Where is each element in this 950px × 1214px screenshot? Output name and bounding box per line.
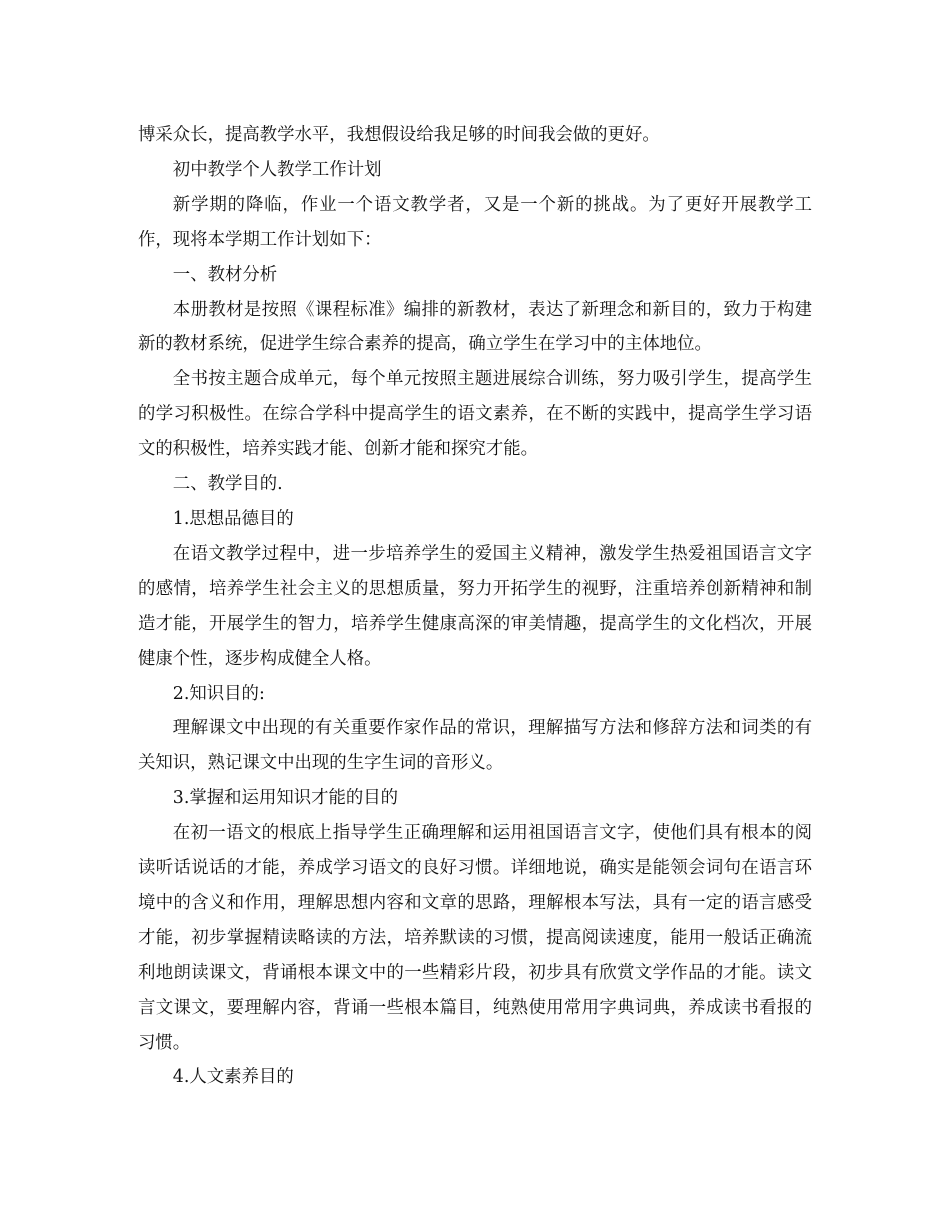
paragraph-closing-continuation: 博采众长，提高教学水平，我想假设给我足够的时间我会做的更好。 bbox=[138, 125, 660, 145]
paragraph-knowledge-goals: 理解课文中出现的有关重要作家作品的常识，理解描写方法和修辞方法和词类的有关知识，熟记课文中出现的生字生词的音形义。 bbox=[138, 718, 812, 774]
heading-humanities-goals: 4.人文素养目的 bbox=[172, 1067, 294, 1088]
heading-moral-goals: 1.思想品德目的 bbox=[172, 508, 294, 529]
paragraph-textbook-description: 本册教材是按照《课程标准》编排的新教材，表达了新理念和新目的，致力于构建新的教材系统，促进学生综合素养的提高，确立学生在学习中的主体地位。 bbox=[138, 299, 812, 355]
heading-knowledge-goals: 2.知识目的: bbox=[172, 683, 265, 704]
paragraph-textbook-units: 全书按主题合成单元，每个单元按照主题进展综合训练，努力吸引学生，提高学生的学习积极性。在综合学科中提高学生的语文素养，在不断的实践中，提高学生学习语文的积极性，培养实践才能、创新才能和探究才能。 bbox=[138, 369, 812, 460]
heading-teaching-goals: 二、教学目的. bbox=[172, 474, 283, 495]
paragraph-moral-goals: 在语文教学过程中，进一步培养学生的爱国主义精神，激发学生热爱祖国语言文字的感情，培养学生社会主义的思想质量，努力开拓学生的视野，注重培养创新精神和制造才能，开展学生的智力，培养学生健康高深的审美情趣，提高学生的文化档次，开展健康个性，逐步构成健全人格。 bbox=[138, 543, 812, 669]
heading-skill-goals: 3.掌握和运用知识才能的目的 bbox=[172, 788, 399, 809]
paragraph-intro: 新学期的降临，作业一个语文教学者，又是一个新的挑战。为了更好开展教学工作，现将本学期工作计划如下： bbox=[138, 194, 812, 250]
heading-textbook-analysis: 一、教材分析 bbox=[172, 264, 278, 285]
document-page bbox=[138, 118, 812, 1095]
paragraph-plan-title: 初中教学个人教学工作计划 bbox=[172, 159, 382, 180]
paragraph-skill-goals: 在初一语文的根底上指导学生正确理解和运用祖国语言文字，使他们具有根本的阅读听话说话的才能，养成学习语文的良好习惯。详细地说，确实是能领会词句在语言环境中的含义和作用，理解思想内容和文章的思路，理解根本写法，具有一定的语言感受才能，初步掌握精读略读的方法，培养默读的习惯，提高阅读速度，能用一般话正确流利地朗读课文，背诵根本课文中的一些精彩片段，初步具有欣赏文学作品的才能。读文言文课文，要理解内容，背诵一些根本篇目，纯熟使用常用字典词典，养成读书看报的习惯。 bbox=[138, 823, 812, 1053]
